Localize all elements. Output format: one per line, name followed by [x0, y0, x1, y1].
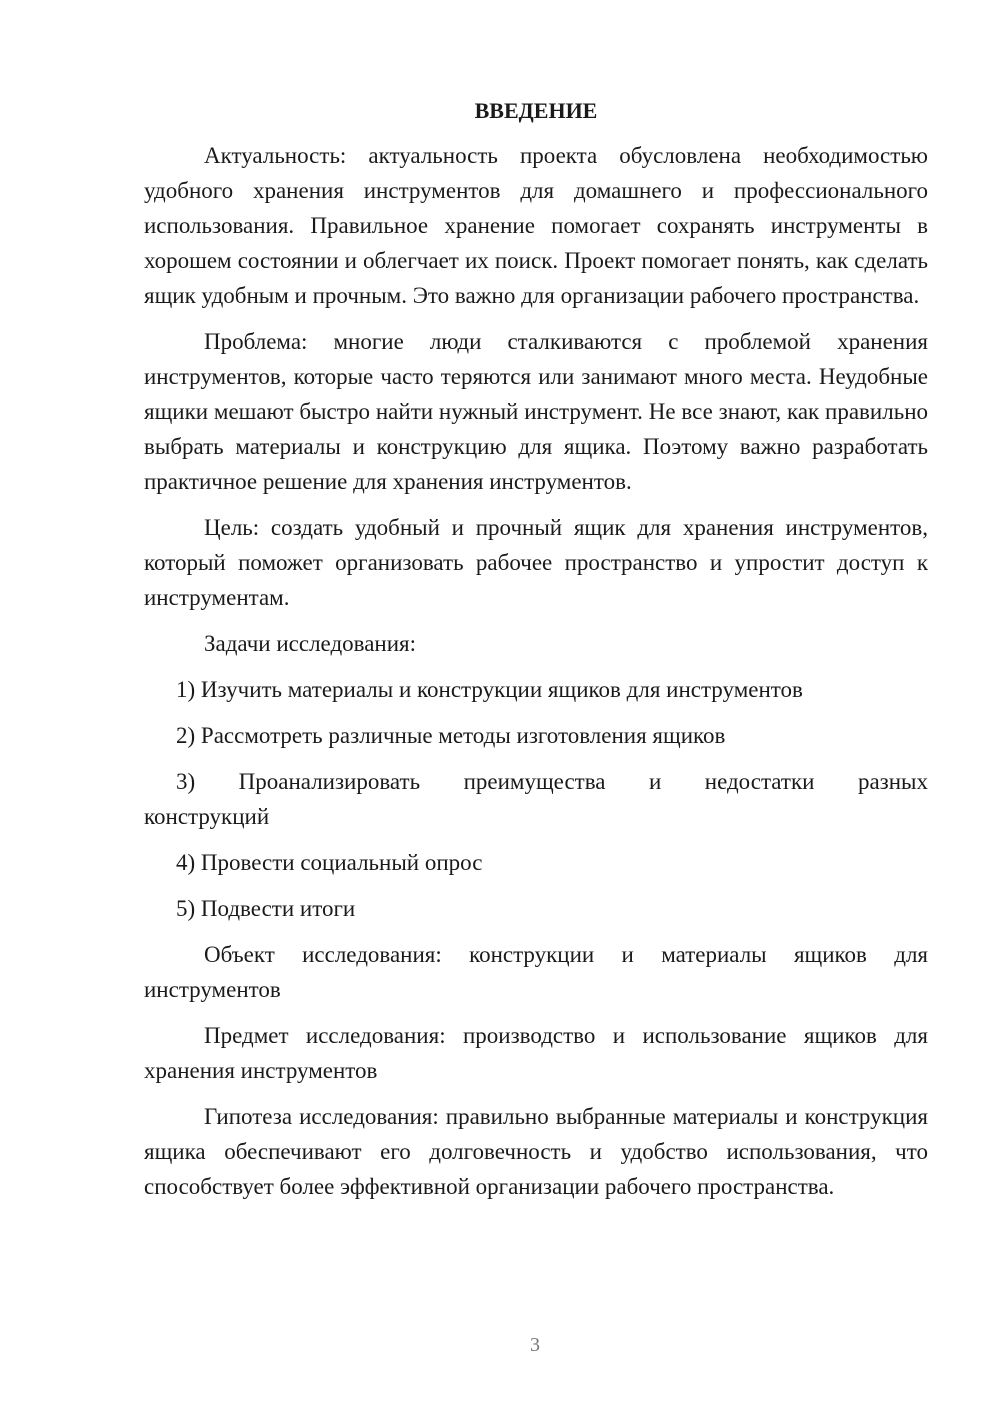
relevance-paragraph: Актуальность: актуальность проекта обусловлена необходимостью удобного хранения инструментов для домашнего и профессионального использования. Правильное хранение помогает сохранять инструменты в хорошем состоянии и облегчает их поиск. Проект помогает понять, как сделать ящик удобным и прочным. Это важно для организации рабочего пространства.: [144, 143, 928, 308]
object-paragraph: Объект исследования: конструкции и материалы ящиков для инструментов: [144, 942, 928, 1002]
subject-paragraph: Предмет исследования: производство и использование ящиков для хранения инструментов: [144, 1023, 928, 1083]
task-item-3-continuation: конструкций: [144, 804, 270, 829]
task-item-2: 2) Рассмотреть различные методы изготовления ящиков: [176, 723, 726, 748]
document-page: [144, 96, 928, 1215]
task-item-5: 5) Подвести итоги: [176, 896, 356, 921]
tasks-heading: Задачи исследования:: [204, 631, 417, 656]
task-item-3: [144, 764, 928, 834]
task-item-4: 4) Провести социальный опрос: [176, 850, 483, 875]
task-item-3-text: 3) Проанализировать преимущества и недостатки разных: [176, 769, 928, 794]
page-title: ВВЕДЕНИЕ: [474, 98, 598, 123]
problem-paragraph: Проблема: многие люди сталкиваются с проблемой хранения инструментов, которые часто теряются или занимают много места. Неудобные ящики мешают быстро найти нужный инструмент. Не все знают, как правильно выбрать материалы и конструкцию для ящика. Поэтому важно разработать практичное решение для хранения инструментов.: [144, 329, 928, 494]
hypothesis-paragraph: Гипотеза исследования: правильно выбранные материалы и конструкция ящика обеспечивают его долговечность и удобство использования, что способствует более эффективной организации рабочего пространства.: [144, 1104, 928, 1199]
page-number: 3: [530, 1334, 540, 1356]
task-item-1: 1) Изучить материалы и конструкции ящиков для инструментов: [176, 677, 803, 702]
goal-paragraph: Цель: создать удобный и прочный ящик для хранения инструментов, который поможет организовать рабочее пространство и упростит доступ к инструментам.: [144, 515, 928, 610]
